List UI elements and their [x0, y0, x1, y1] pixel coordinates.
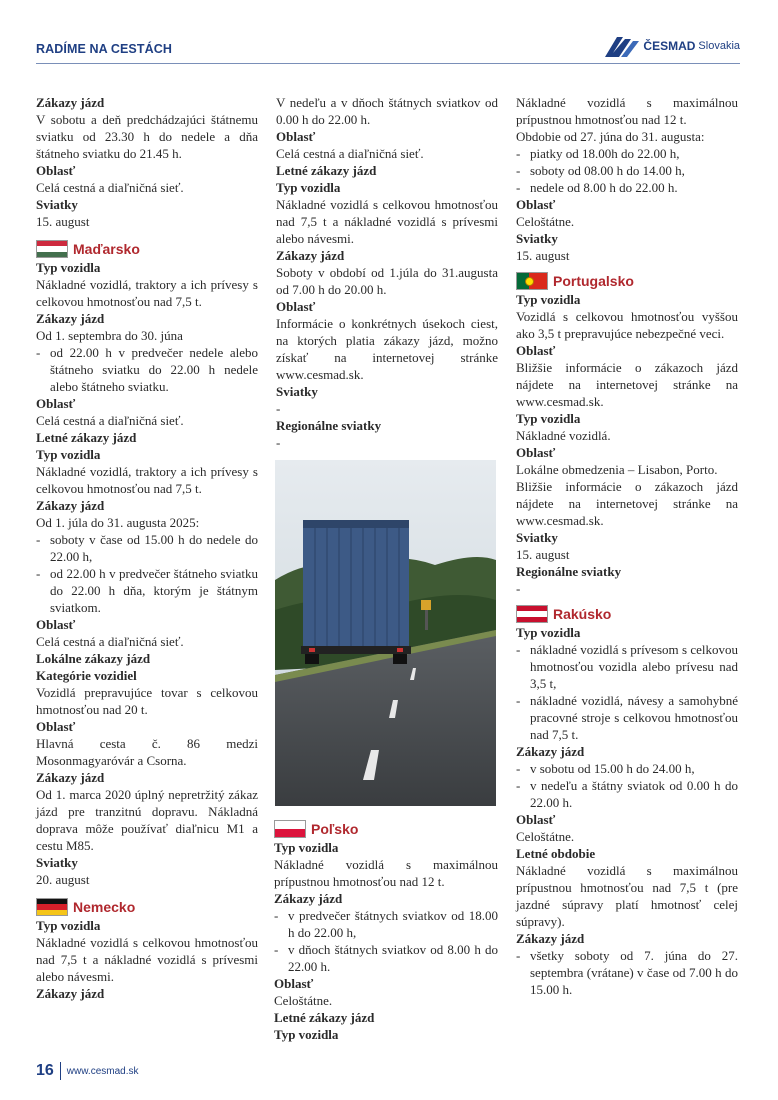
paragraph: Nákladné vozidlá s maximálnou prípustnou hmotnosťou nad 12 t. [516, 95, 738, 127]
paragraph: 15. august [516, 248, 570, 263]
heading: Oblasť [516, 445, 556, 460]
list-item: - piatky od 18.00h do 22.00 h, [516, 145, 738, 162]
column-2 [276, 94, 498, 451]
heading: Typ vozidla [274, 1027, 339, 1042]
heading: Zákazy jázd [36, 95, 105, 110]
list-item: - nákladné vozidlá s prívesom s celkovou hmotnosťou vozidla alebo prívesu nad 3,5 t, [516, 641, 738, 692]
logo-text: ČESMAD [643, 39, 696, 53]
heading: Regionálne sviatky [276, 418, 382, 433]
heading: Sviatky [516, 530, 558, 545]
paragraph: Nákladné vozidlá s maximálnou prípustnou hmotnosťou nad 7,5 t (pre jazdné súpravy platí hmotnosť celej súpravy). [516, 863, 738, 929]
heading: Oblasť [516, 812, 556, 827]
heading: Typ vozidla [36, 918, 101, 933]
paragraph: Nákladné vozidlá s celkovou hmotnosťou nad 7,5 t a nákladné vozidlá s prívesmi alebo návesmi. [36, 935, 258, 984]
paragraph: - [276, 401, 281, 416]
list-item: - soboty v čase od 15.00 h do nedele do 22.00 h, [36, 531, 258, 565]
heading: Zákazy jázd [516, 744, 585, 759]
portugal-flag-icon [516, 272, 548, 290]
heading: Oblasť [36, 617, 76, 632]
heading: Oblasť [516, 197, 556, 212]
paragraph: Vozidlá s celkovou hmotnosťou vyššou ako 3,5 t prepravujúce nebezpečné veci. [516, 309, 738, 341]
heading: Oblasť [36, 396, 76, 411]
paragraph: Nákladné vozidlá, traktory a ich prívesy s celkovou hmotnosťou nad 7,5 t. [36, 277, 258, 309]
heading: Oblasť [36, 719, 76, 734]
heading: Lokálne zákazy jázd [36, 651, 151, 666]
paragraph: Nákladné vozidlá s maximálnou prípustnou hmotnosťou nad 12 t. [274, 857, 498, 889]
logo-subtext: Slovakia [698, 40, 740, 52]
paragraph: 20. august [36, 872, 90, 887]
heading: Typ vozidla [274, 840, 339, 855]
paragraph: Od 1. júla do 31. augusta 2025: [36, 515, 200, 530]
heading: Kategórie vozidiel [36, 668, 137, 683]
heading: Oblasť [274, 976, 314, 991]
paragraph: Obdobie od 27. júna do 31. augusta: [516, 129, 705, 144]
column-2-poland [274, 818, 498, 1043]
heading: Oblasť [516, 343, 556, 358]
country-name: Poľsko [311, 820, 359, 837]
list-item: - od 22.00 h v predvečer štátneho sviatku do 22.00 h dňa, ktorým je štátnym sviatkom. [36, 565, 258, 616]
cesmad-logo-icon [603, 33, 641, 59]
truck-on-highway-image [275, 460, 496, 806]
list-item: - všetky soboty od 7. júna do 27. septembra (vrátane) v čase od 7.00 h do 15.00 h. [516, 947, 738, 998]
truck-photo [275, 460, 496, 806]
paragraph: V nedeľu a v dňoch štátnych sviatkov od 0.00 h do 22.00 h. [276, 95, 498, 127]
page-header [36, 30, 740, 64]
country-name: Maďarsko [73, 240, 140, 257]
list-item: - nákladné vozidlá, návesy a samohybné pracovné stroje s celkovou hmotnosťou nad 7,5 t. [516, 692, 738, 743]
country-name: Nemecko [73, 898, 136, 915]
heading: Typ vozidla [36, 447, 101, 462]
paragraph: Nákladné vozidlá s celkovou hmotnosťou nad 7,5 t a nákladné vozidlá s prívesmi alebo návesmi. [276, 197, 498, 246]
paragraph: Celá cestná a diaľničná sieť. [36, 180, 184, 195]
heading: Letné zákazy jázd [36, 430, 137, 445]
heading: Typ vozidla [36, 260, 101, 275]
paragraph: Celoštátne. [516, 829, 575, 844]
paragraph: 15. august [36, 214, 90, 229]
paragraph: Celoštátne. [516, 214, 575, 229]
paragraph: Hlavná cesta č. 86 medzi Mosonmagyaróvár a Csorna. [36, 736, 258, 768]
list-item: - od 22.00 h v predvečer nedele alebo štátneho sviatku do 22.00 h nedele alebo štátneho sviatku. [36, 344, 258, 395]
heading: Zákazy jázd [276, 248, 345, 263]
heading: Zákazy jázd [274, 891, 343, 906]
heading: Zákazy jázd [36, 498, 105, 513]
list-item: - v dňoch štátnych sviatkov od 8.00 h do 22.00 h. [274, 941, 498, 975]
heading: Sviatky [516, 231, 558, 246]
heading: Zákazy jázd [36, 770, 105, 785]
paragraph: Nákladné vozidlá, traktory a ich prívesy s celkovou hmotnosťou nad 7,5 t. [36, 464, 258, 496]
column-1 [36, 94, 258, 1002]
heading: Sviatky [36, 197, 78, 212]
heading: Zákazy jázd [36, 311, 105, 326]
paragraph: Celá cestná a diaľničná sieť. [36, 634, 184, 649]
heading: Letné zákazy jázd [276, 163, 377, 178]
heading: Zákazy jázd [36, 986, 105, 1001]
paragraph: Soboty v období od 1.júla do 31.augusta od 7.00 h do 20.00 h. [276, 265, 498, 297]
section-title: RADÍME NA CESTÁCH [36, 42, 172, 56]
paragraph: 15. august [516, 547, 570, 562]
paragraph: Celá cestná a diaľničná sieť. [36, 413, 184, 428]
country-germany [36, 898, 258, 916]
list-item: - v sobotu od 15.00 h do 24.00 h, [516, 760, 738, 777]
hungary-flag-icon [36, 240, 68, 258]
paragraph: Bližšie informácie o zákazoch jázd nájdete na internetovej stránke na www.cesmad.sk. [516, 360, 738, 409]
heading: Sviatky [36, 855, 78, 870]
country-poland [274, 820, 498, 838]
heading: Letné zákazy jázd [274, 1010, 375, 1025]
heading: Oblasť [276, 129, 316, 144]
paragraph: Od 1. septembra do 30. júna [36, 328, 183, 343]
austria-flag-icon [516, 605, 548, 623]
list-item: - soboty od 08.00 h do 14.00 h, [516, 162, 738, 179]
country-austria [516, 605, 738, 623]
paragraph: V sobotu a deň predchádzajúci štátnemu sviatku od 23.30 h do nedele a dňa štátneho sviatku do 21.45 h. [36, 112, 258, 161]
paragraph: Lokálne obmedzenia – Lisabon, Porto. [516, 462, 718, 477]
heading: Typ vozidla [276, 180, 341, 195]
heading: Typ vozidla [516, 625, 581, 640]
country-portugal [516, 272, 738, 290]
germany-flag-icon [36, 898, 68, 916]
paragraph: Celoštátne. [274, 993, 333, 1008]
country-name: Rakúsko [553, 605, 612, 622]
page-number: 16 [36, 1062, 54, 1079]
poland-flag-icon [274, 820, 306, 838]
paragraph: - [276, 435, 281, 450]
page-footer [36, 1062, 138, 1080]
cesmad-logo [603, 32, 740, 60]
country-hungary [36, 240, 258, 258]
heading: Zákazy jázd [516, 931, 585, 946]
paragraph: Celá cestná a diaľničná sieť. [276, 146, 424, 161]
header-divider [36, 63, 740, 64]
heading: Sviatky [276, 384, 318, 399]
paragraph: - [516, 581, 521, 596]
paragraph: Informácie o konkrétnych úsekoch ciest, na ktorých platia zákazy jázd, možno získať na internetovej stránke www.cesmad.sk. [276, 316, 498, 382]
paragraph: Vozidlá prepravujúce tovar s celkovou hmotnosťou nad 20 t. [36, 685, 258, 717]
heading: Oblasť [36, 163, 76, 178]
heading: Typ vozidla [516, 292, 581, 307]
heading: Regionálne sviatky [516, 564, 622, 579]
list-item: - v nedeľu a štátny sviatok od 0.00 h do 22.00 h. [516, 777, 738, 811]
heading: Typ vozidla [516, 411, 581, 426]
heading: Letné obdobie [516, 846, 596, 861]
paragraph: Od 1. marca 2020 úplný nepretržitý zákaz jázd pre tranzitnú dopravu. Nákladná doprava môže používať diaľnicu M1 a cestu M85. [36, 787, 258, 853]
list-item: - v predvečer štátnych sviatkov od 18.00 h do 22.00 h, [274, 907, 498, 941]
paragraph: Bližšie informácie o zákazoch jázd nájdete na internetovej stránke na www.cesmad.sk. [516, 479, 738, 528]
country-name: Portugalsko [553, 272, 634, 289]
column-3 [516, 94, 738, 998]
list-item: - nedele od 8.00 h do 22.00 h. [516, 179, 738, 196]
footer-link[interactable]: www.cesmad.sk [66, 1065, 139, 1077]
footer-divider [60, 1062, 61, 1080]
paragraph: Nákladné vozidlá. [516, 428, 611, 443]
heading: Oblasť [276, 299, 316, 314]
